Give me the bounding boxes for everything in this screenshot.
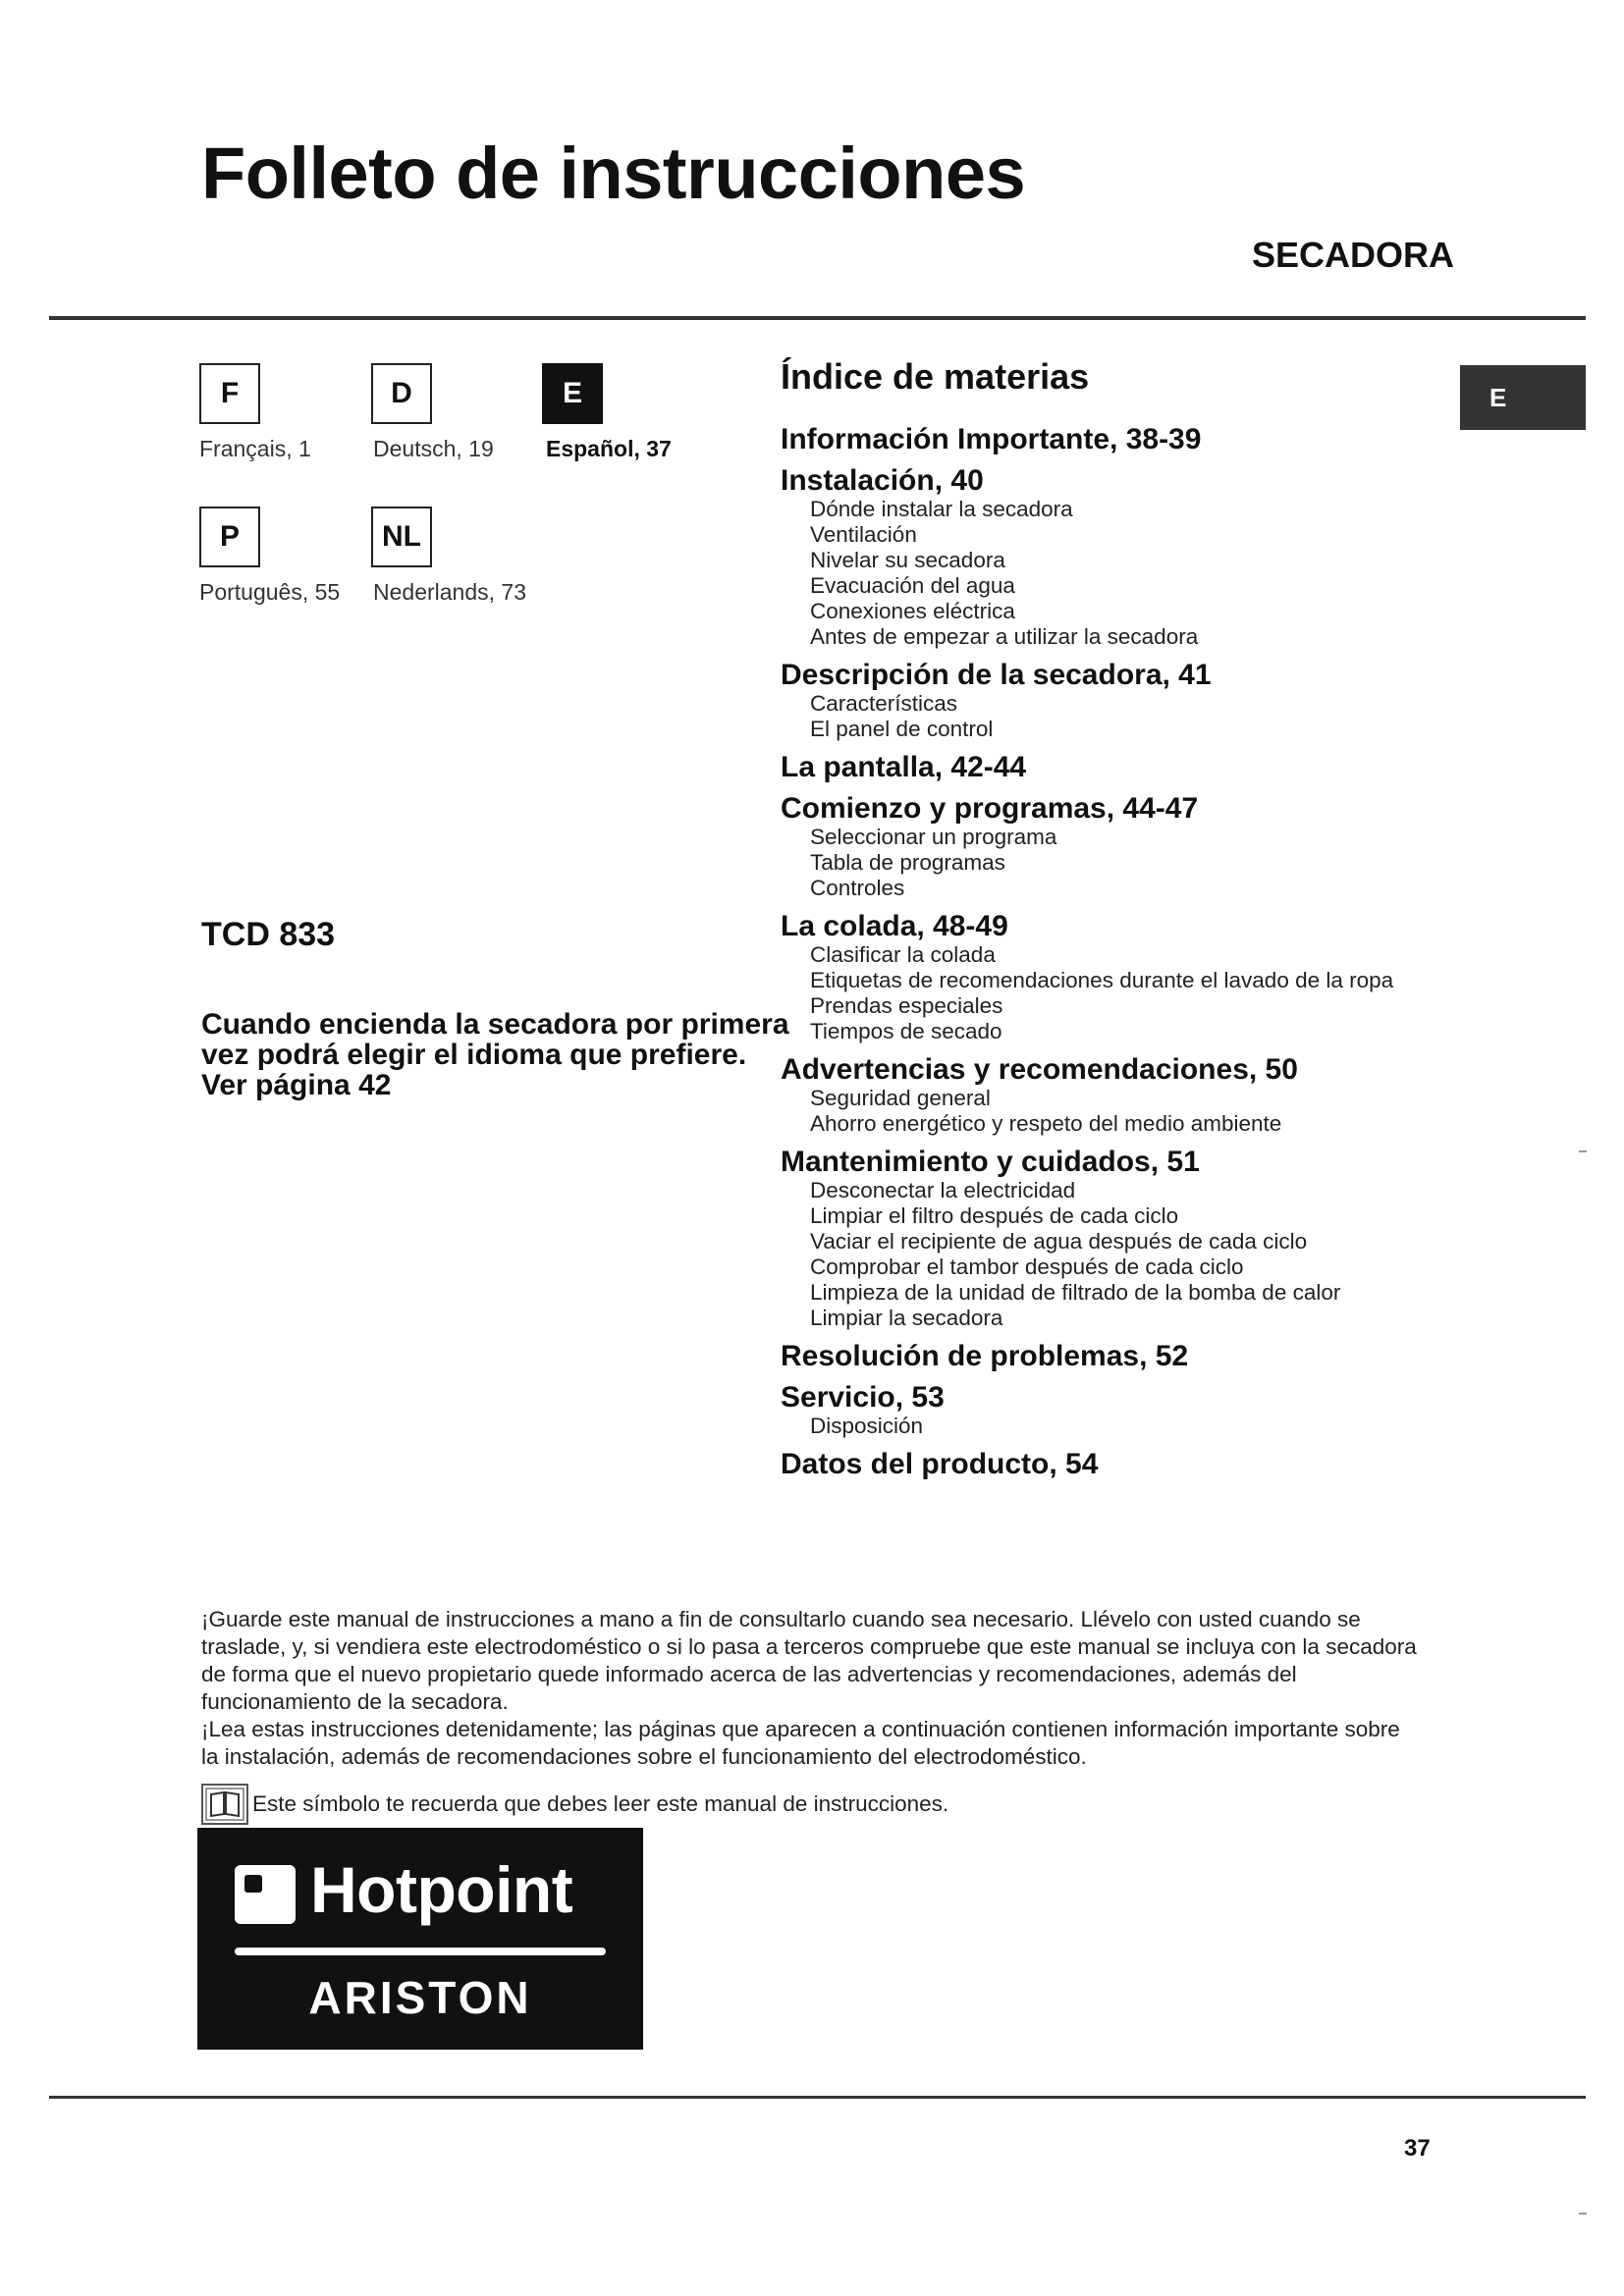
toc-item[interactable]: Ahorro energético y respeto del medio ambiente xyxy=(810,1111,1282,1136)
logo-divider-bar xyxy=(235,1948,606,1955)
symbol-explanation: Este símbolo te recuerda que debes leer este manual de instrucciones. xyxy=(252,1791,949,1816)
toc-item[interactable]: Tabla de programas xyxy=(810,850,1005,875)
model-number: TCD 833 xyxy=(201,916,336,953)
toc-section xyxy=(781,660,1488,742)
usage-notes xyxy=(201,1606,1419,1771)
lang-label-p[interactable]: Português, 55 xyxy=(199,579,341,605)
toc-item[interactable]: Ventilación xyxy=(810,522,917,547)
manual-symbol-row xyxy=(201,1785,948,1824)
toc-section xyxy=(781,793,1488,901)
lang-box-nl[interactable]: NL xyxy=(371,507,432,567)
toc-item[interactable]: Tiempos de secado xyxy=(810,1019,1002,1043)
toc-section-title[interactable]: La pantalla, 42-44 xyxy=(781,751,1027,783)
toc-section xyxy=(781,911,1488,1044)
lang-box-d[interactable]: D xyxy=(371,363,432,424)
toc-item[interactable]: Limpiar la secadora xyxy=(810,1306,1003,1330)
toc-item[interactable]: Antes de empezar a utilizar la secadora xyxy=(810,624,1199,649)
margin-tick xyxy=(1579,2213,1587,2215)
toc-item[interactable]: El panel de control xyxy=(810,717,994,741)
toc-item[interactable]: Limpieza de la unidad de filtrado de la bomba de calor xyxy=(810,1280,1341,1305)
toc-item[interactable]: Dónde instalar la secadora xyxy=(810,497,1073,521)
lang-box-p[interactable]: P xyxy=(199,507,260,567)
lang-label-nl[interactable]: Nederlands, 73 xyxy=(373,579,526,605)
toc-item[interactable]: Conexiones eléctrica xyxy=(810,599,1015,623)
toc-section-title[interactable]: Mantenimiento y cuidados, 51 xyxy=(781,1146,1200,1178)
toc-section xyxy=(781,1147,1488,1331)
toc-item[interactable]: Vaciar el recipiente de agua después de cada ciclo xyxy=(810,1229,1308,1254)
lang-box-f[interactable]: F xyxy=(199,363,260,424)
hotpoint-square-dot xyxy=(244,1875,262,1893)
margin-tick xyxy=(1579,1150,1587,1152)
lang-label-e-active[interactable]: Español, 37 xyxy=(546,436,672,461)
toc-section xyxy=(781,1341,1488,1372)
page-number: 37 xyxy=(1404,2135,1431,2162)
toc-section-title[interactable]: Advertencias y recomendaciones, 50 xyxy=(781,1053,1298,1086)
toc-item[interactable]: Seguridad general xyxy=(810,1086,991,1110)
logo-ariston-text: ARISTON xyxy=(308,1972,532,2023)
toc-section-title[interactable]: Servicio, 53 xyxy=(781,1381,945,1414)
toc-item[interactable]: Controles xyxy=(810,876,905,900)
toc-item[interactable]: Clasificar la colada xyxy=(810,942,996,967)
logo-hotpoint-text: Hotpoint xyxy=(310,1853,573,1926)
top-divider xyxy=(49,316,1586,320)
toc-item[interactable]: Prendas especiales xyxy=(810,993,1003,1018)
toc-section-title[interactable]: Comienzo y programas, 44-47 xyxy=(781,792,1199,825)
toc-section-title[interactable]: Datos del producto, 54 xyxy=(781,1448,1099,1480)
toc-section-title[interactable]: Resolución de problemas, 52 xyxy=(781,1340,1189,1372)
keep-manual-note: ¡Guarde este manual de instrucciones a mano a fin de consultarlo cuando sea necesario. Llévelo con usted cuando se traslade, y, si vendiera este electrodoméstico o si lo pasa a terceros compruebe que este manual se incluya con la secadora de forma que el nuevo propietario quede informado acerca de las advertencias y recomendaciones, además del funcionamiento de la secadora. xyxy=(201,1607,1417,1714)
table-of-contents xyxy=(781,424,1488,1490)
lang-label-d[interactable]: Deutsch, 19 xyxy=(373,436,494,461)
toc-item[interactable]: Etiquetas de recomendaciones durante el lavado de la ropa xyxy=(810,968,1394,992)
hotpoint-square-icon xyxy=(235,1865,296,1924)
toc-section xyxy=(781,1449,1488,1480)
toc-item[interactable]: Evacuación del agua xyxy=(810,573,1015,598)
toc-section xyxy=(781,1054,1488,1137)
first-use-note: Cuando encienda la secadora por primera vez podrá elegir el idioma que prefiere. Ver página 42 xyxy=(201,1008,789,1101)
hotpoint-ariston-logo xyxy=(197,1828,643,2050)
toc-item[interactable]: Limpiar el filtro después de cada ciclo xyxy=(810,1203,1179,1228)
toc-section xyxy=(781,1382,1488,1439)
toc-section-title[interactable]: Instalación, 40 xyxy=(781,464,984,497)
toc-item[interactable]: Nivelar su secadora xyxy=(810,548,1005,572)
lang-box-e-active[interactable]: E xyxy=(542,363,603,424)
document-title: Folleto de instrucciones xyxy=(201,133,1026,214)
toc-heading: Índice de materias xyxy=(781,356,1090,397)
bottom-divider xyxy=(49,2096,1586,2099)
read-instructions-note: ¡Lea estas instrucciones detenidamente; las páginas que aparecen a continuación contienen información importante sobre la instalación, además de recomendaciones sobre el funcionamiento del electrodoméstico. xyxy=(201,1717,1400,1769)
toc-section xyxy=(781,465,1488,650)
toc-item[interactable]: Desconectar la electricidad xyxy=(810,1178,1076,1202)
toc-item[interactable]: Disposición xyxy=(810,1414,924,1438)
toc-section xyxy=(781,752,1488,783)
toc-item[interactable]: Seleccionar un programa xyxy=(810,825,1057,849)
toc-section-title[interactable]: La colada, 48-49 xyxy=(781,910,1008,942)
toc-section-title[interactable]: Descripción de la secadora, 41 xyxy=(781,659,1212,691)
toc-item[interactable]: Características xyxy=(810,691,958,716)
read-manual-book-icon xyxy=(201,1784,248,1825)
toc-section-title[interactable]: Información Importante, 38-39 xyxy=(781,423,1202,455)
document-subtitle: SECADORA xyxy=(1251,235,1454,275)
lang-label-f[interactable]: Français, 1 xyxy=(199,436,311,461)
toc-section xyxy=(781,424,1488,455)
toc-item[interactable]: Comprobar el tambor después de cada ciclo xyxy=(810,1255,1244,1279)
language-tab: E xyxy=(1460,365,1586,430)
